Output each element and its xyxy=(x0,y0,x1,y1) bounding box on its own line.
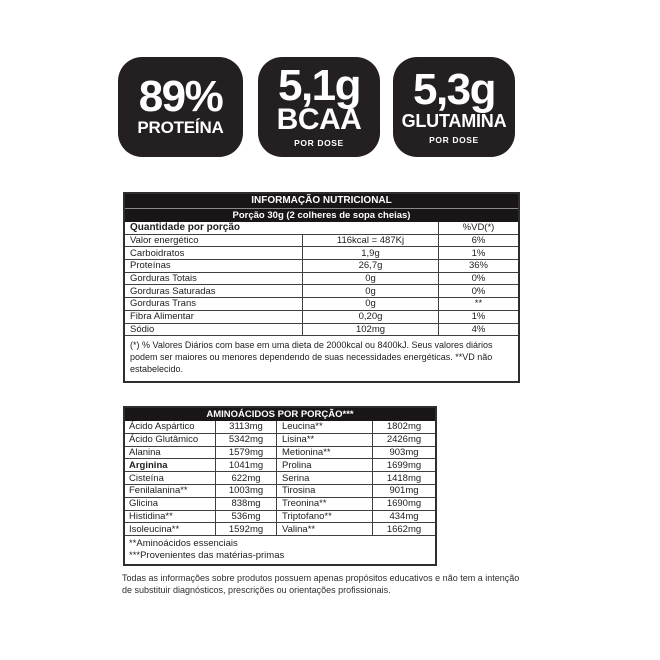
row-label: Valor energético xyxy=(130,235,199,247)
nutrition-table-subtitle: Porção 30g (2 colheres de sopa cheias) xyxy=(125,209,518,222)
row-value: 0g xyxy=(302,273,438,285)
amino-value: 1699mg xyxy=(372,459,435,471)
bcaa-badge-sub: POR DOSE xyxy=(294,138,344,148)
amino-footnote-sources: ***Provenientes das matérias-primas xyxy=(129,549,285,561)
table-row xyxy=(125,260,518,273)
nutrition-table xyxy=(123,192,520,383)
table-row xyxy=(125,472,435,485)
disclaimer-text: Todas as informações sobre produtos possuem apenas propósitos educativos e não tem a intenção de substituir diagnósticos, prescrições ou orientações profissionais. xyxy=(122,573,520,595)
glutamine-badge-label: GLUTAMINA xyxy=(401,110,507,131)
table-row xyxy=(125,298,518,311)
amino-value: 1003mg xyxy=(215,485,276,497)
row-vd: 0% xyxy=(438,285,518,297)
amino-name: Arginina xyxy=(129,459,168,471)
protein-badge xyxy=(118,57,243,157)
row-vd: 36% xyxy=(438,260,518,272)
row-value: 116kcal = 487Kj xyxy=(302,235,438,247)
table-row xyxy=(125,273,518,286)
amino-acids-table xyxy=(123,406,437,566)
row-label: Gorduras Trans xyxy=(130,298,196,310)
table-row xyxy=(125,447,435,460)
amino-value: 2426mg xyxy=(372,434,435,446)
amino-value: 434mg xyxy=(372,511,435,523)
glutamine-badge-value: 5,3g xyxy=(412,64,496,114)
nutrition-table-title: INFORMAÇÃO NUTRICIONAL xyxy=(125,194,518,209)
amino-value: 5342mg xyxy=(215,434,276,446)
table-row xyxy=(125,485,435,498)
amino-name: Glicina xyxy=(129,498,159,510)
row-vd: 6% xyxy=(438,235,518,247)
table-row xyxy=(125,434,435,447)
amino-value: 1592mg xyxy=(215,523,276,535)
amino-value: 1579mg xyxy=(215,447,276,459)
nutrition-footnote: (*) % Valores Diários com base em uma dieta de 2000kcal ou 8400kJ. Seus valores diários podem ser maiores ou menores dependendo de suas necessidades energéticas. **VD não estabelecido. xyxy=(130,340,493,374)
table-row xyxy=(125,235,518,248)
row-vd: 4% xyxy=(438,324,518,336)
row-vd: ** xyxy=(438,298,518,310)
nutrition-header-quantity: Quantidade por porção xyxy=(130,222,241,234)
amino-value: 903mg xyxy=(372,447,435,459)
amino-name: Ácido Glutâmico xyxy=(129,434,199,446)
amino-name: Leucina** xyxy=(276,421,372,433)
table-row xyxy=(125,523,435,536)
row-value: 102mg xyxy=(302,324,438,336)
amino-value: 1690mg xyxy=(372,498,435,510)
amino-name: Treonina** xyxy=(276,498,372,510)
row-label: Gorduras Saturadas xyxy=(130,285,216,297)
amino-name: Tirosina xyxy=(276,485,372,497)
amino-name: Valina** xyxy=(276,523,372,535)
table-row xyxy=(125,421,435,434)
bcaa-badge xyxy=(258,57,380,157)
row-label: Gorduras Totais xyxy=(130,273,197,285)
amino-value: 622mg xyxy=(215,472,276,484)
row-vd: 1% xyxy=(438,247,518,259)
amino-value: 3113mg xyxy=(215,421,276,433)
row-value: 0g xyxy=(302,285,438,297)
amino-name: Triptofano** xyxy=(276,511,372,523)
amino-value: 1802mg xyxy=(372,421,435,433)
nutrition-header-row xyxy=(125,222,518,235)
amino-value: 901mg xyxy=(372,485,435,497)
table-row xyxy=(125,311,518,324)
amino-table-title: AMINOÁCIDOS POR PORÇÃO*** xyxy=(125,408,435,421)
amino-name: Ácido Aspártico xyxy=(129,421,195,433)
nutrition-header-vd: %VD(*) xyxy=(438,222,518,234)
row-vd: 1% xyxy=(438,311,518,323)
row-label: Sódio xyxy=(130,323,155,335)
row-label: Fibra Alimentar xyxy=(130,311,194,323)
row-label: Proteínas xyxy=(130,260,171,272)
amino-value: 1418mg xyxy=(372,472,435,484)
table-row xyxy=(125,324,518,337)
bcaa-badge-label: BCAA xyxy=(276,103,362,136)
amino-name: Cisteína xyxy=(129,472,164,484)
glutamine-badge-sub: POR DOSE xyxy=(429,134,479,145)
protein-badge-label: PROTEÍNA xyxy=(137,117,224,137)
amino-name: Serina xyxy=(276,472,372,484)
row-value: 0,20g xyxy=(302,311,438,323)
amino-name: Prolina xyxy=(276,459,372,471)
row-vd: 0% xyxy=(438,273,518,285)
amino-name: Metionina** xyxy=(276,447,372,459)
amino-footnotes xyxy=(125,536,435,564)
amino-footnote-essential: **Aminoácidos essenciais xyxy=(129,538,238,550)
table-row xyxy=(125,247,518,260)
amino-name: Isoleucina** xyxy=(129,523,180,535)
glutamine-badge xyxy=(393,57,515,157)
table-row xyxy=(125,498,435,511)
row-value: 26,7g xyxy=(302,260,438,272)
protein-badge-value: 89% xyxy=(138,71,223,121)
bcaa-badge-value: 5,1g xyxy=(277,61,361,110)
amino-name: Fenilalanina** xyxy=(129,485,188,497)
row-value: 1,9g xyxy=(302,247,438,259)
table-row xyxy=(125,459,435,472)
amino-value: 536mg xyxy=(215,511,276,523)
amino-value: 838mg xyxy=(215,498,276,510)
amino-value: 1041mg xyxy=(215,459,276,471)
amino-value: 1662mg xyxy=(372,523,435,535)
table-row xyxy=(125,285,518,298)
amino-name: Lisina** xyxy=(276,434,372,446)
row-label: Carboidratos xyxy=(130,247,185,259)
table-row xyxy=(125,511,435,524)
amino-name: Alanina xyxy=(129,446,161,458)
row-value: 0g xyxy=(302,298,438,310)
amino-name: Histidina** xyxy=(129,510,173,522)
